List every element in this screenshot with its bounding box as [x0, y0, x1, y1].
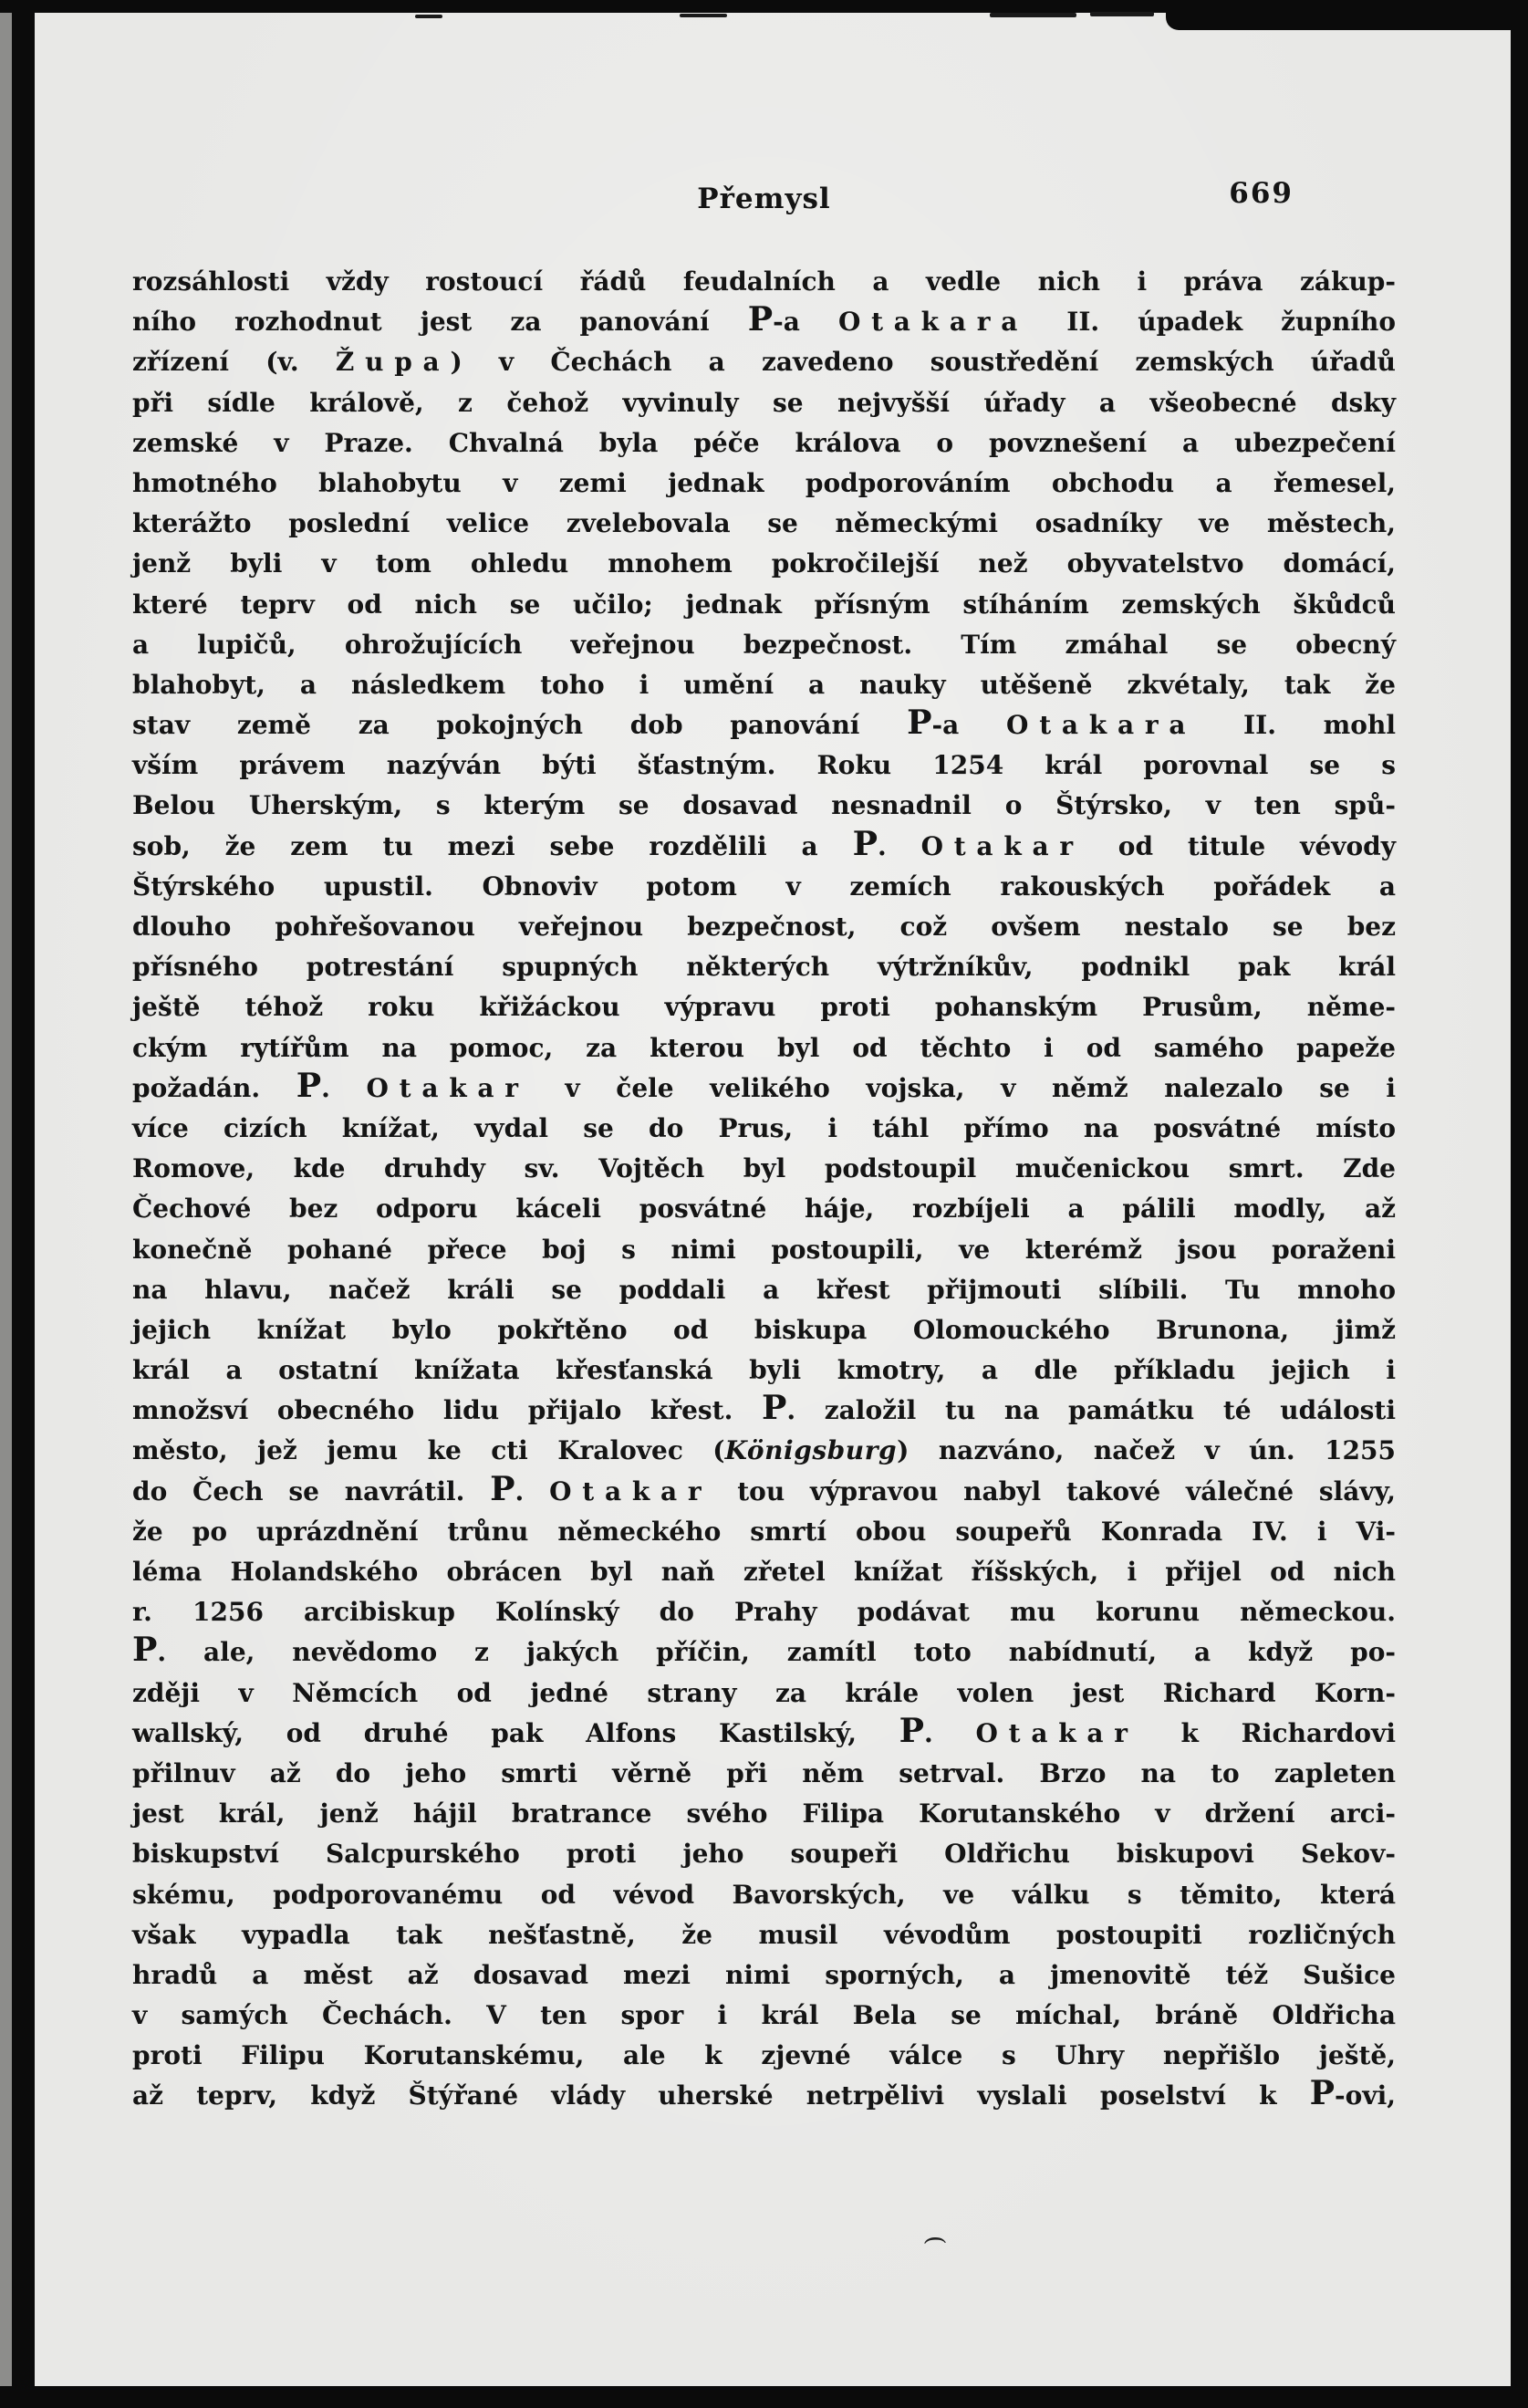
- text-line: [132, 1632, 1396, 1673]
- text-segment: Župa: [335, 347, 451, 378]
- text-segment: vším právem nazýván býti šťastným. Roku 1254 král porovnal se s: [132, 750, 1396, 781]
- ink-mark: [415, 15, 442, 18]
- text-segment: .: [877, 830, 921, 861]
- text-line: [132, 665, 1396, 705]
- text-segment: ckým rytířům na pomoc, za kterou byl od těchto i od samého papeže: [132, 1032, 1396, 1063]
- abbreviation-initial: P: [1309, 2073, 1336, 2113]
- text-segment: množsví obecného lidu přijalo křest.: [132, 1395, 762, 1426]
- text-segment: II. úpadek župního: [1028, 307, 1397, 338]
- scan-frame-bottom: [0, 2386, 1528, 2408]
- text-line: [132, 1109, 1396, 1149]
- text-line: [132, 342, 1396, 382]
- ink-mark: [1090, 12, 1154, 16]
- text-segment: a lupičů, ohrožujících veřejnou bezpečnost. Tím zmáhal se obecný: [132, 629, 1396, 660]
- text-segment: jenž byli v tom ohledu mnohem pokročilejší než obyvatelstvo domácí,: [132, 548, 1396, 579]
- text-segment: město, jež jemu ke cti Kralovec (: [132, 1435, 725, 1466]
- text-line: [132, 1028, 1396, 1068]
- text-line: [132, 1955, 1396, 1996]
- text-line: [132, 1754, 1396, 1794]
- text-line: [132, 504, 1396, 544]
- text-segment: wallský, od druhé pak Alfons Kastilský,: [132, 1717, 899, 1748]
- text-segment: .: [515, 1475, 550, 1506]
- text-segment: přísného potrestání spupných některých výtržníkův, podnikl pak král: [132, 952, 1396, 983]
- text-segment: proti Filipu Korutanskému, ale k zjevné válce s Uhry nepřišlo ještě,: [132, 2040, 1396, 2071]
- text-segment: Otakar: [366, 1072, 529, 1103]
- text-line: [132, 1710, 1397, 1754]
- text-segment: na hlavu, načež králi se poddali a křest přijmouti slíbili. Tu mnoho: [132, 1274, 1396, 1305]
- scan-frame-top-right: [1166, 0, 1528, 30]
- text-line: [132, 1270, 1396, 1310]
- text-segment: r. 1256 arcibiskup Kolínský do Prahy podávat mu korunu německou.: [132, 1597, 1396, 1628]
- abbreviation-initial: P: [761, 1388, 787, 1428]
- running-head: [132, 179, 1396, 219]
- text-segment: Otakar: [549, 1475, 712, 1506]
- text-segment: do Čech se navrátil.: [132, 1475, 491, 1506]
- abbreviation-initial: P: [899, 1710, 925, 1750]
- text-segment: Otakara: [837, 307, 1029, 338]
- text-line: [132, 625, 1396, 665]
- ink-mark: [990, 13, 1076, 17]
- text-segment: Königsburg: [724, 1435, 898, 1466]
- text-line: [132, 423, 1396, 464]
- text-segment: . založil tu na památku té události: [786, 1395, 1396, 1426]
- text-segment: zemské v Praze. Chvalná byla péče králova o povznešení a ubezpečení: [132, 427, 1396, 458]
- ink-speck: (: [920, 2235, 950, 2246]
- text-segment: .: [924, 1717, 976, 1748]
- text-segment: blahobyt, a následkem toho i umění a nauky utěšeně zkvétaly, tak že: [132, 669, 1396, 700]
- scan-frame-right: [1511, 0, 1528, 2408]
- text-segment: -ovi,: [1335, 2080, 1396, 2111]
- text-segment: .: [321, 1072, 367, 1103]
- abbreviation-initial: P: [907, 703, 932, 743]
- text-line: [132, 1350, 1396, 1391]
- text-segment: Romove, kde druhdy sv. Vojtěch byl podstoupil mučenickou smrt. Zde: [132, 1153, 1396, 1184]
- text-segment: k Richardovi: [1138, 1717, 1397, 1748]
- text-line: [132, 1149, 1396, 1189]
- text-line: [132, 1512, 1396, 1552]
- abbreviation-initial: P: [296, 1065, 322, 1105]
- scan-gutter-strip: [0, 0, 12, 2408]
- page-title: Přemysl: [697, 182, 831, 215]
- text-segment: jejich knížat bylo pokřtěno od biskupa Olomouckého Brunona, jimž: [132, 1314, 1396, 1345]
- text-segment: jest král, jenž hájil bratrance svého Filipa Korutanského v držení arci-: [132, 1798, 1396, 1829]
- text-segment: Štýrského upustil. Obnoviv potom v zemích rakouských pořádek a: [132, 870, 1396, 902]
- text-line: [132, 1996, 1396, 2036]
- text-segment: v čele velikého vojska, v němž nalezalo se i: [528, 1072, 1397, 1103]
- text-segment: že po uprázdnění trůnu německého smrtí obou soupeřů Konrada IV. i Vi-: [132, 1516, 1396, 1547]
- text-line: [132, 1189, 1396, 1229]
- text-segment: kterážto poslední velice zvelebovala se německými osadníky ve městech,: [132, 508, 1396, 539]
- text-segment: tou výpravou nabyl takové válečné slávy,: [712, 1475, 1396, 1506]
- text-segment: sob, že zem tu mezi sebe rozdělili a: [132, 830, 853, 861]
- text-segment: dlouho pohřešovanou veřejnou bezpečnost, což ovšem nestalo se bez: [132, 912, 1396, 942]
- text-line: [132, 1388, 1396, 1431]
- text-segment: skému, podporovanému od vévod Bavorských, ve válku s těmito, která: [132, 1879, 1396, 1910]
- text-line: [132, 299, 1397, 342]
- text-segment: -a: [931, 710, 1007, 741]
- text-segment: ) v Čechách a zavedeno soustředění zemských úřadů: [450, 347, 1396, 378]
- text-segment: ního rozhodnut jest za panování: [132, 307, 748, 338]
- text-segment: konečně pohané přece boj s nimi postoupili, ve kterémž jsou poraženi: [132, 1234, 1396, 1265]
- text-line: [132, 2036, 1396, 2076]
- text-line: [132, 585, 1396, 625]
- text-segment: stav země za pokojných dob panování: [132, 710, 908, 741]
- text-line: [132, 544, 1396, 584]
- abbreviation-initial: P: [132, 1630, 158, 1670]
- text-line: [132, 464, 1396, 504]
- text-segment: -a: [773, 307, 838, 338]
- text-line: [132, 1915, 1396, 1955]
- text-segment: požadán.: [132, 1072, 296, 1103]
- text-segment: při sídle králově, z čehož vyvinuly se nejvyšší úřady a všeobecné dsky: [132, 387, 1396, 418]
- text-line: [132, 1230, 1396, 1270]
- text-line: [132, 786, 1396, 826]
- text-segment: zřízení (v.: [132, 347, 336, 378]
- page-number: 669: [1229, 177, 1294, 210]
- text-line: [132, 823, 1397, 867]
- text-segment: více cizích knížat, vydal se do Prus, i táhl přímo na posvátné místo: [132, 1112, 1396, 1143]
- text-segment: Otakar: [920, 830, 1084, 861]
- text-line: [132, 1875, 1396, 1915]
- text-segment: hmotného blahobytu v zemi jednak podporováním obchodu a řemesel,: [132, 467, 1396, 498]
- text-line: [132, 1468, 1396, 1512]
- text-line: [132, 2073, 1396, 2116]
- text-segment: však vypadla tak nešťastně, že musil vévodům postoupiti rozličných: [132, 1919, 1396, 1950]
- text-line: [132, 262, 1396, 302]
- text-segment: až teprv, když Štýřané vlády uherské netrpělivi vyslali poselství k: [132, 2080, 1310, 2111]
- text-segment: zději v Němcích od jedné strany za krále volen jest Richard Korn-: [132, 1677, 1396, 1708]
- text-line: [132, 867, 1396, 907]
- text-segment: II. mohl: [1196, 710, 1396, 741]
- text-segment: Otakar: [975, 1717, 1138, 1748]
- text-segment: Belou Uherským, s kterým se dosavad nesnadnil o Štýrsko, v ten spů-: [132, 790, 1396, 821]
- abbreviation-initial: P: [490, 1468, 515, 1508]
- text-segment: . ale, nevědomo z jakých příčin, zamítl toto nabídnutí, a když po-: [157, 1637, 1396, 1668]
- text-segment: biskupství Salcpurského proti jeho soupeři Oldřichu biskupovi Sekov-: [132, 1839, 1396, 1870]
- text-line: [132, 705, 1396, 745]
- scan-frame-left: [12, 0, 35, 2408]
- text-line: [132, 1834, 1396, 1874]
- text-line: [132, 1794, 1396, 1834]
- text-segment: od titule vévody: [1083, 830, 1397, 861]
- text-line: [132, 947, 1396, 987]
- text-line: [132, 1431, 1396, 1471]
- text-line: [132, 1065, 1397, 1109]
- body-text: [132, 262, 1396, 2117]
- text-segment: přilnuv až do jeho smrti věrně při něm setrval. Brzo na to zapleten: [132, 1757, 1396, 1788]
- text-line: [132, 383, 1396, 423]
- text-segment: v samých Čechách. V ten spor i král Bela se míchal, bráně Oldřicha: [132, 2000, 1396, 2031]
- text-segment: hradů a měst až dosavad mezi nimi sporných, a jmenovitě též Sušice: [132, 1959, 1396, 1990]
- text-segment: Otakara: [1006, 710, 1197, 741]
- text-segment: ) nazváno, načež v ún. 1255: [897, 1435, 1396, 1466]
- text-segment: které teprv od nich se učilo; jednak přísným stíháním zemských škůdců: [132, 589, 1396, 620]
- text-segment: ještě téhož roku křižáckou výpravu proti pohanským Prusům, něme-: [132, 992, 1396, 1023]
- text-line: [132, 1552, 1396, 1592]
- text-line: [132, 745, 1396, 786]
- text-line: [132, 1673, 1396, 1714]
- text-segment: Čechové bez odporu káceli posvátné háje, rozbíjeli a pálili modly, až: [132, 1194, 1396, 1225]
- text-line: [132, 987, 1396, 1027]
- abbreviation-initial: P: [852, 823, 878, 863]
- text-segment: král a ostatní knížata křesťanská byli kmotry, a dle příkladu jejich i: [132, 1355, 1396, 1386]
- text-line: [132, 907, 1396, 947]
- abbreviation-initial: P: [747, 299, 774, 339]
- text-segment: rozsáhlosti vždy rostoucí řádů feudalních a vedle nich i práva zákup-: [132, 266, 1396, 297]
- ink-mark: [680, 14, 727, 17]
- text-line: [132, 1592, 1396, 1632]
- text-segment: léma Holandského obrácen byl naň zřetel knížat říšských, i přijel od nich: [132, 1557, 1396, 1587]
- text-line: [132, 1310, 1396, 1350]
